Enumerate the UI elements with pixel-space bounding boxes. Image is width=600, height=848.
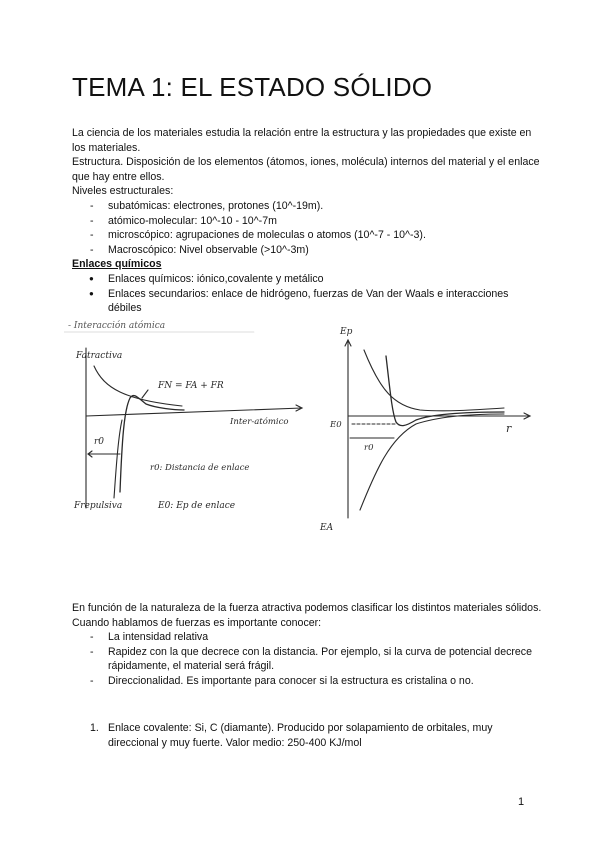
classification-section: [72, 601, 542, 689]
list-item: - La intensidad relativa: [72, 630, 542, 645]
net-force-label: FN = FA + FR: [158, 381, 224, 391]
structure-definition: Estructura. Disposición de los elementos (átomos, iones, molécula) internos del material y el enlace que hay entre ellos.: [72, 156, 540, 183]
potential-axis-label: Ep: [340, 327, 353, 337]
sketch-top-note: - Interacción atómica: [68, 321, 166, 331]
list-item: ● Enlaces secundarios: enlace de hidrógeno, fuerzas de Van der Waals e interacciones débiles: [72, 287, 542, 316]
list-item: - Rapidez con la que decrece con la distancia. Por ejemplo, si la curva de potencial decrece rápidamente, el material será frágil.: [72, 645, 542, 674]
classification-paragraph: En función de la naturaleza de la fuerza atractiva podemos clasificar los distintos materiales sólidos.: [72, 602, 542, 614]
forces-intro: Cuando hablamos de fuerzas es importante conocer:: [72, 616, 322, 629]
e0-label: E0: [330, 420, 342, 430]
structural-levels-list: [72, 199, 542, 257]
e0-definition: E0: Ep de enlace: [158, 501, 236, 511]
bond-types-section: [72, 721, 542, 750]
list-item: - Direccionalidad. Es importante para conocer si la estructura es cristalina o no.: [72, 674, 542, 689]
bonds-list: [72, 272, 542, 316]
list-item: - Macroscópico: Nivel observable (>10^-3m): [72, 243, 542, 258]
page-number: 1: [518, 796, 525, 808]
intro-paragraph: La ciencia de los materiales estudia la relación entre la estructura y las propiedades que existe en los materiales.: [72, 127, 532, 154]
net-force-pointer: [142, 390, 148, 398]
attractive-energy-label: EA: [320, 523, 334, 532]
page-title: TEMA 1: EL ESTADO SÓLIDO: [72, 72, 433, 102]
list-item: ● Enlaces químicos: iónico,covalente y metálico: [72, 272, 542, 287]
intro-section: [72, 126, 542, 316]
repulsive-force-label: Frepulsiva: [74, 501, 123, 511]
attractive-energy-curve: [360, 414, 504, 510]
attractive-force-label: Fatractiva: [76, 351, 123, 361]
bond-energy-sketch: [64, 320, 534, 532]
r0-definition: r0: Distancia de enlace: [150, 463, 250, 473]
bonds-heading: Enlaces químicos: [72, 258, 162, 271]
list-item: [72, 721, 542, 750]
left-horizontal-axis: [86, 408, 302, 416]
r0-label: r0: [94, 437, 105, 447]
item-text: Enlace covalente: Si, C (diamante). Producido por solapamiento de orbitales, muy direccional y muy fuerte. Valor medio: 250-400 KJ/mol: [108, 722, 493, 749]
repulsive-energy-curve: [364, 350, 504, 411]
list-item: - microscópico: agrupaciones de moleculas o atomos (10^-7 - 10^-3).: [72, 228, 542, 243]
forces-list: [72, 630, 542, 688]
distance-axis-label: r: [506, 422, 512, 435]
item-number: 1.: [90, 722, 99, 734]
right-r0-label: r0: [364, 443, 374, 453]
list-item: - subatómicas: electrones, protones (10^-19m).: [72, 199, 542, 214]
levels-heading: Niveles estructurales:: [72, 185, 174, 198]
bond-types-list: [72, 721, 542, 750]
net-energy-curve: [386, 356, 504, 426]
net-force-curve: [120, 396, 184, 492]
interatomic-axis-label: Inter-atómico: [230, 417, 289, 427]
list-item: - atómico-molecular: 10^-10 - 10^-7m: [72, 214, 542, 229]
